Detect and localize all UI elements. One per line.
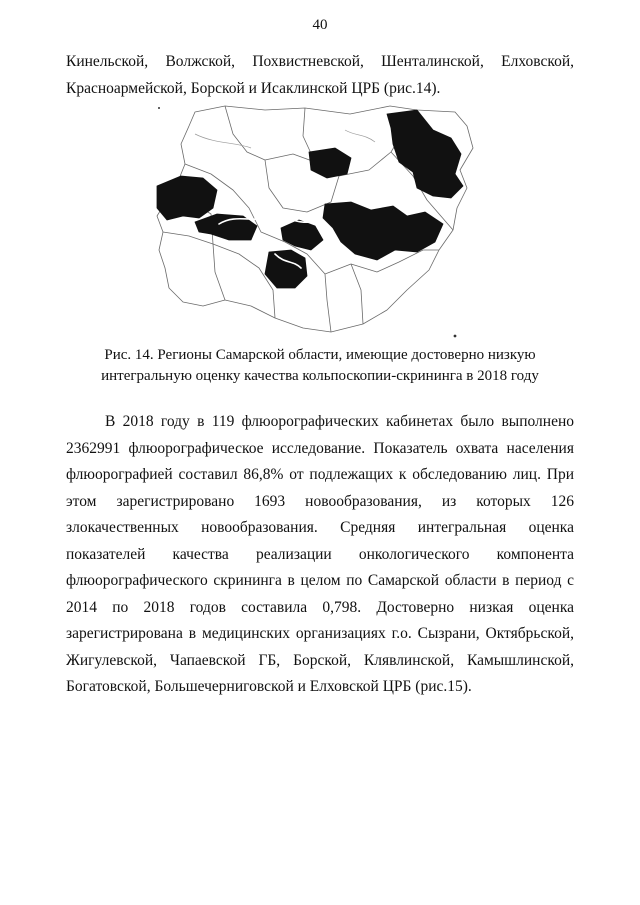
samara-region-map xyxy=(155,104,485,340)
figure-caption-line-1: Рис. 14. Регионы Самарской области, имеющие достоверно низкую xyxy=(104,347,536,363)
paragraph-main: В 2018 году в 119 флюорографических кабинетах было выполнено 2362991 флюорографическое исследование. Показатель охвата населения флюорографией составил 86,8% от подлежащих к обследованию лиц. При этом зарегистрировано 1693 новообразования, из которых 126 злокачественных новообразования. Средняя интегральная оценка показателей качества реализации онкологического компонента флюорографического скрининга в целом по Самарской области в период с 2014 по 2018 годов составила 0,798. Достоверно низкая оценка зарегистрирована в медицинских организациях г.о. Сызрани, Октябрьской, Жигулевской, Чапаевской ГБ, Борской, Клявлинской, Камышлинской, Богатовской, Большечерниговской и Елховской ЦРБ (рис.15). xyxy=(66,413,574,695)
page-number: 40 xyxy=(312,17,328,33)
figure-caption-line-2: интегральную оценку качества кольпоскопии-скрининга в 2018 году xyxy=(101,368,539,384)
samara-region-map-figure xyxy=(155,104,485,340)
figure-caption xyxy=(60,345,580,387)
paragraph-top-line-1: Кинельской, Волжской, Похвистневской, Шенталинской, Елховской, xyxy=(66,53,574,70)
paragraph-top-line-2: Красноармейской, Борской и Исаклинской ЦРБ (рис.14). xyxy=(66,79,441,97)
paragraph-top xyxy=(66,49,574,102)
map-dot-mark xyxy=(454,335,457,338)
map-dot-mark xyxy=(158,107,160,109)
